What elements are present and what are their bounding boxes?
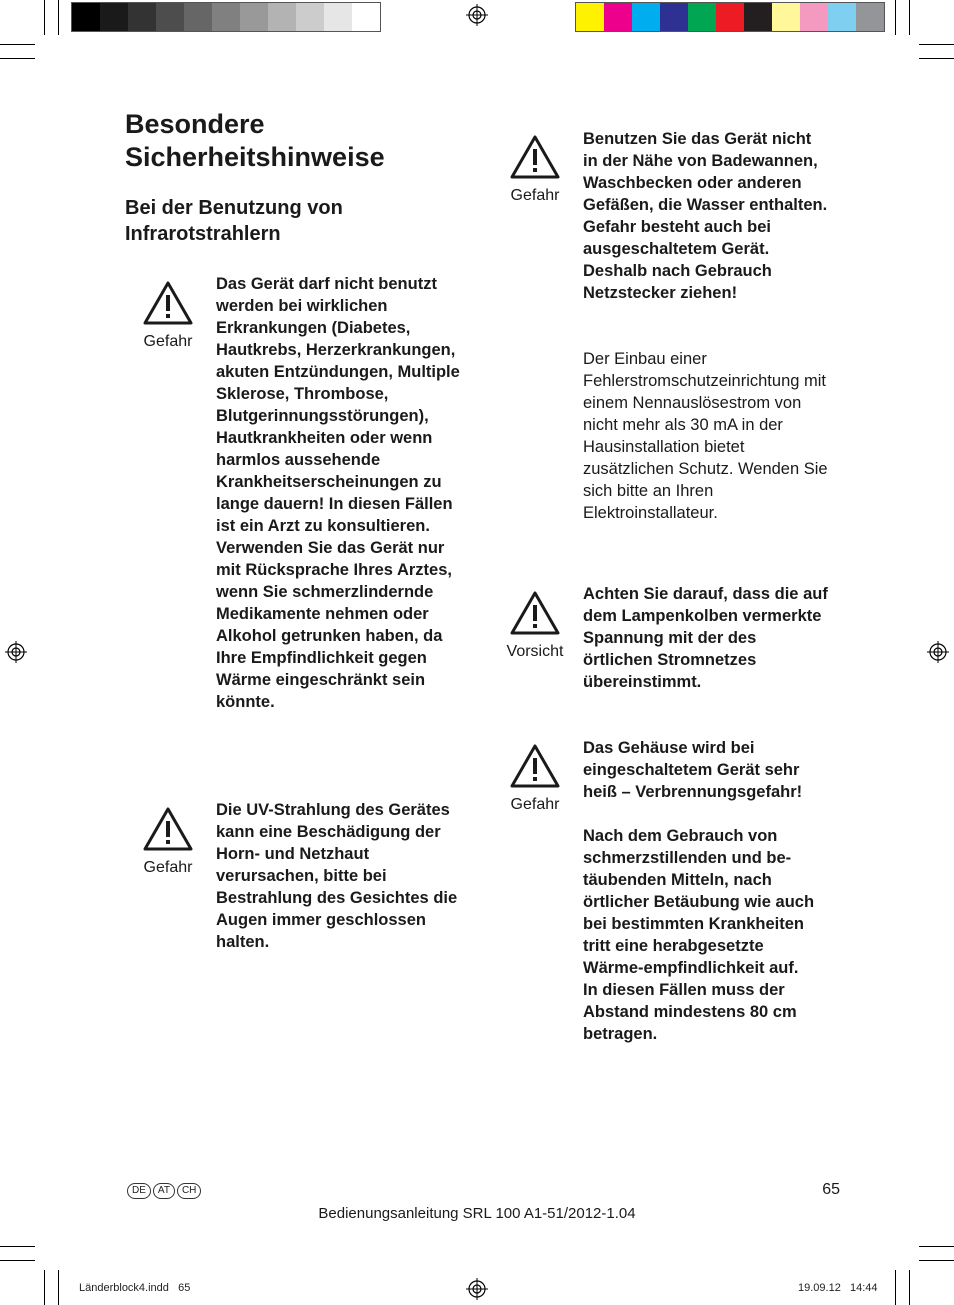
registration-mark-icon xyxy=(466,1278,488,1300)
warning-2-text: Die UV-Strahlung des Gerätes kann eine Beschädigung der Horn- und Netzhaut verursachen, bitte bei Bestrahlung des Gesichtes die Augen immer geschlossen halten. xyxy=(216,801,458,951)
color-swatch xyxy=(828,3,856,31)
warning-5-text-2: Nach dem Gebrauch von schmerzstillenden und be-täubenden Mitteln, nach örtlicher Betäubung wie auch bei bestimmten Krankheiten tritt eine herabgesetzte Wärme-empfindlichkeit auf. In diesen Fällen muss der Abstand mindestens 80 cm betragen. xyxy=(583,827,815,1043)
warning-4-icon-block xyxy=(503,590,567,662)
warning-triangle-icon xyxy=(509,134,561,180)
color-swatch xyxy=(128,3,156,31)
warning-triangle-icon xyxy=(142,280,194,326)
color-swatch xyxy=(296,3,324,31)
warning-triangle-icon xyxy=(509,590,561,636)
color-swatch xyxy=(352,3,380,31)
warning-triangle-icon xyxy=(509,743,561,789)
manual-reference: Bedienungsanleitung SRL 100 A1-51/2012-1.04 xyxy=(318,1205,636,1222)
color-swatch xyxy=(212,3,240,31)
color-swatch xyxy=(72,3,100,31)
color-swatch xyxy=(688,3,716,31)
print-slug-date: 19.09.12 14:44 xyxy=(798,1282,878,1294)
warning-5-icon-block xyxy=(507,743,563,815)
warning-3-text: Benutzen Sie das Gerät nicht in der Nähe von Badewannen, Waschbecken oder anderen Gefäßen, die Wasser enthalten. Gefahr besteht auch bei ausgeschaltetem Gerät. Deshalb nach Gebrauch Netzstecker ziehen! xyxy=(583,130,828,302)
warning-5-text: Das Gehäuse wird bei eingeschaltetem Gerät sehr heiß – Verbrennungsgefahr! xyxy=(583,739,803,801)
color-swatch xyxy=(660,3,688,31)
page-number: 65 xyxy=(822,1181,840,1198)
print-slug-file: Länderblock4.indd 65 xyxy=(79,1282,191,1294)
warning-5-label: Gefahr xyxy=(510,796,560,813)
registration-mark-icon xyxy=(927,641,949,663)
warning-1-icon-block xyxy=(140,280,196,352)
warning-3-icon-block xyxy=(507,134,563,206)
warning-2-label: Gefahr xyxy=(143,859,193,876)
registration-mark-icon xyxy=(5,641,27,663)
country-badge-ch: CH xyxy=(177,1183,201,1199)
country-badges xyxy=(127,1183,201,1199)
color-swatch xyxy=(800,3,828,31)
page-title: Besondere Sicherheitshinweise xyxy=(125,109,385,172)
warning-4-text: Achten Sie darauf, dass die auf dem Lampenkolben vermerkte Spannung mit der des örtlichen Stromnetzes übereinstimmt. xyxy=(583,585,828,691)
color-swatch xyxy=(184,3,212,31)
color-swatch xyxy=(156,3,184,31)
process-color-bar xyxy=(575,2,885,32)
warning-4-label: Vorsicht xyxy=(506,643,564,660)
country-badge-at: AT xyxy=(153,1183,175,1199)
color-swatch xyxy=(576,3,604,31)
color-swatch xyxy=(716,3,744,31)
color-swatch xyxy=(240,3,268,31)
registration-mark-icon xyxy=(466,4,488,26)
warning-3-label: Gefahr xyxy=(510,187,560,204)
warning-1-text: Das Gerät darf nicht benutzt werden bei wirklichen Erkrankungen (Diabetes, Hautkrebs, Herzerkrankungen, akuten Entzündungen, Multiple Sklerose, Thrombose, Blutgerinnungsstörungen), Hautkrankheiten oder wenn harmlos aussehende Krankheitserscheinungen zu lange dauern! In diesen Fällen ist ein Arzt zu konsultieren. Verwenden Sie das Gerät nur mit Rücksprache Ihres Arztes, wenn Sie schmerzlindernde Medikamente nehmen oder Alkohol getrunken haben, da Ihre Empfindlichkeit gegen Wärme eingeschränkt sein könnte. xyxy=(216,275,460,711)
warning-triangle-icon xyxy=(142,806,194,852)
color-swatch xyxy=(856,3,884,31)
page-subtitle: Bei der Benutzung von Infrarotstrahlern xyxy=(125,197,343,245)
color-swatch xyxy=(324,3,352,31)
color-swatch xyxy=(604,3,632,31)
color-swatch xyxy=(100,3,128,31)
color-swatch xyxy=(744,3,772,31)
warning-2-icon-block xyxy=(140,806,196,878)
grayscale-color-bar xyxy=(71,2,381,32)
country-badge-de: DE xyxy=(127,1183,151,1199)
warning-3-note: Der Einbau einer Fehlerstromschutzeinrichtung mit einem Nennauslösestrom von nicht mehr als 30 mA in der Hausinstallation bietet zusätzlichen Schutz. Wenden Sie sich bitte an Ihren Elektroinstallateur. xyxy=(583,350,828,522)
color-swatch xyxy=(268,3,296,31)
color-swatch xyxy=(772,3,800,31)
warning-1-label: Gefahr xyxy=(143,333,193,350)
color-swatch xyxy=(632,3,660,31)
